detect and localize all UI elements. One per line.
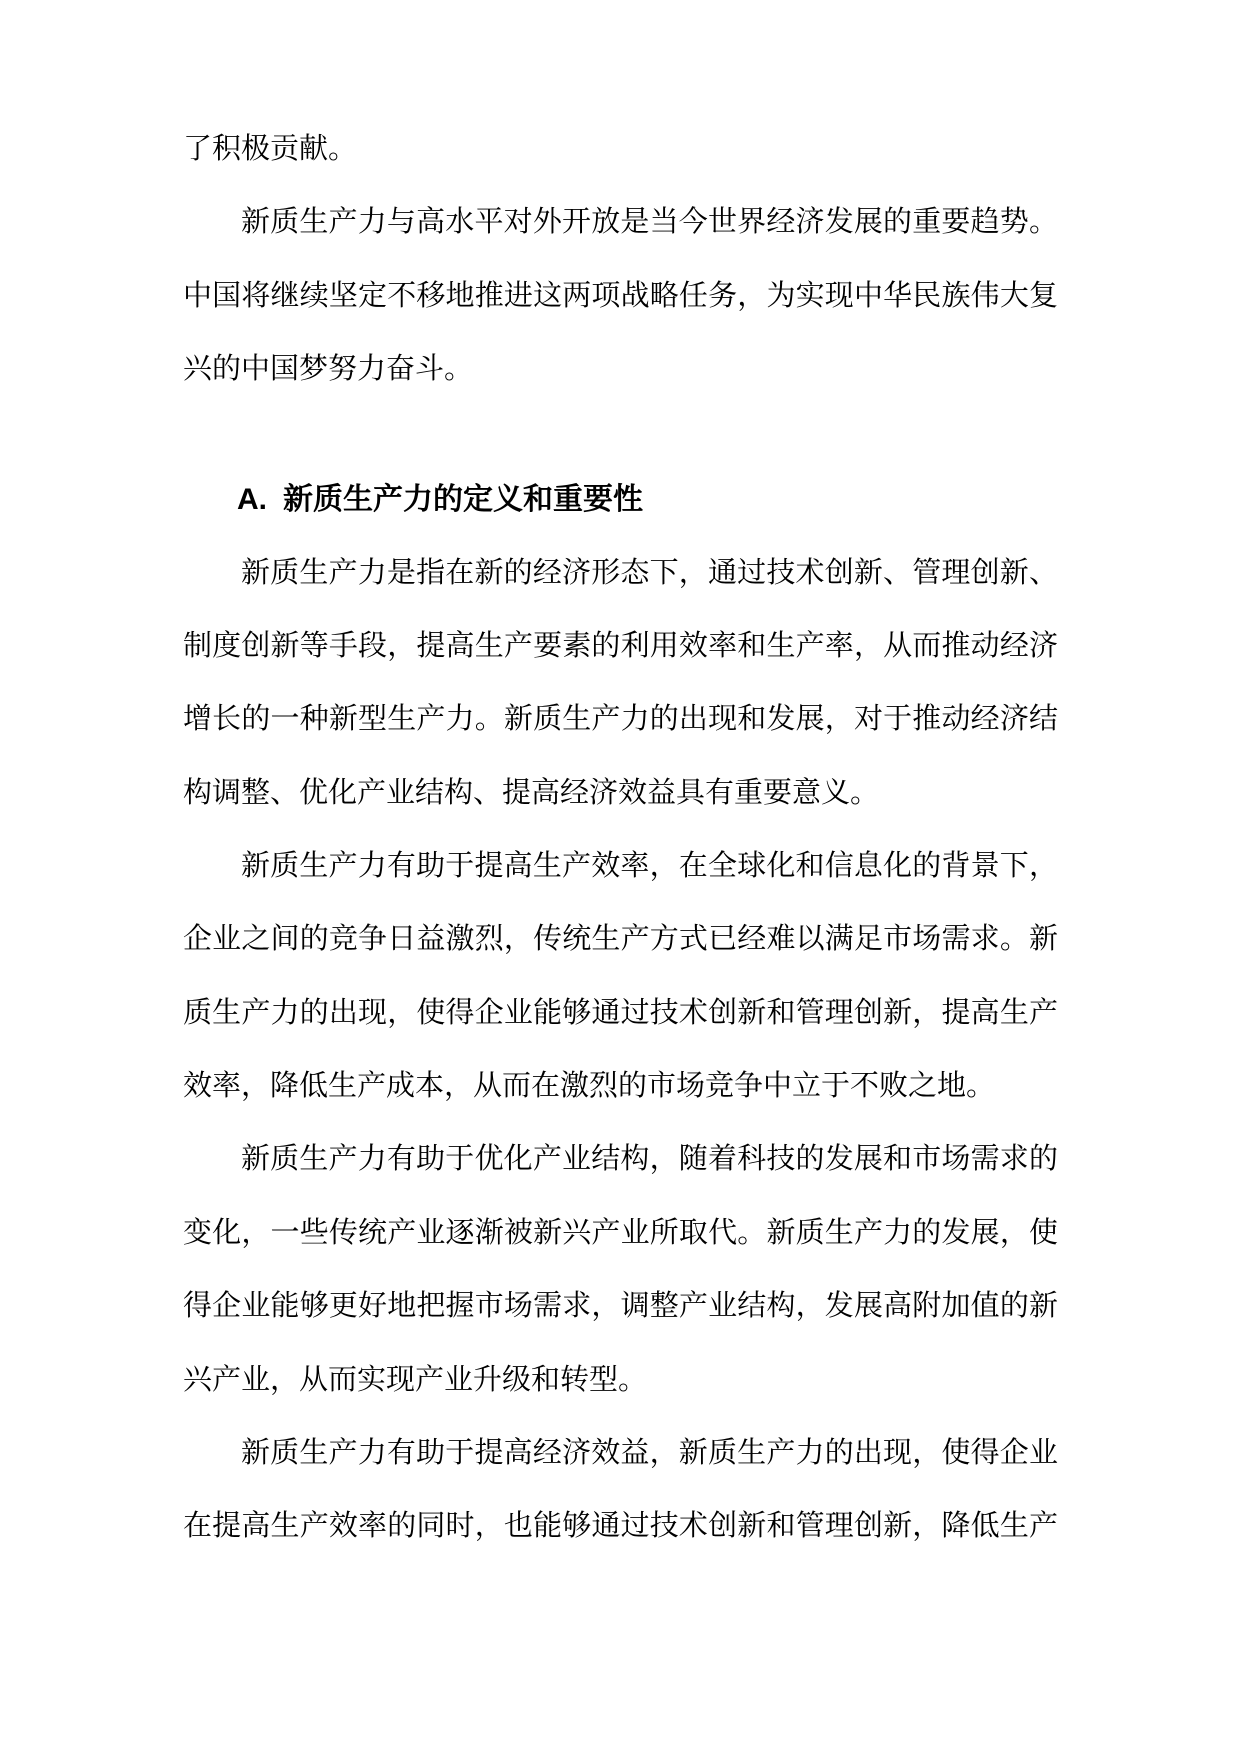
- text-line: 了积极贡献。: [183, 133, 358, 165]
- body-paragraph: [183, 537, 1058, 830]
- text-line: 效率，降低生产成本，从而在激烈的市场竞争中立于不败之地。: [183, 1070, 996, 1103]
- document-content: [183, 113, 1058, 1564]
- text-line: 新质生产力有助于优化产业结构，随着科技的发展和市场需求的: [241, 1143, 1058, 1176]
- text-line: 制度创新等手段，提高生产要素的利用效率和生产率，从而推动经济: [183, 630, 1058, 663]
- text-line: 得企业能够更好地把握市场需求，调整产业结构，发展高附加值的新: [183, 1290, 1058, 1323]
- heading-title: 新质生产力的定义和重要性: [283, 483, 643, 517]
- text-line: 新质生产力有助于提高经济效益，新质生产力的出现，使得企业: [241, 1436, 1058, 1469]
- text-line: 企业之间的竞争日益激烈，传统生产方式已经难以满足市场需求。新: [183, 923, 1058, 956]
- text-line: 变化，一些传统产业逐渐被新兴产业所取代。新质生产力的发展，使: [183, 1216, 1058, 1249]
- text-line: 兴产业，从而实现产业升级和转型。: [183, 1363, 648, 1396]
- text-line: 在提高生产效率的同时，也能够通过技术创新和管理创新，降低生产: [183, 1510, 1058, 1543]
- text-line: 构调整、优化产业结构、提高经济效益具有重要意义。: [183, 776, 880, 809]
- text-line: 新质生产力与高水平对外开放是当今世界经济发展的重要趋势。: [241, 206, 1058, 239]
- text-line: 新质生产力是指在新的经济形态下，通过技术创新、管理创新、: [241, 556, 1058, 589]
- body-paragraph: [183, 1123, 1058, 1416]
- body-paragraph: [183, 186, 1058, 406]
- body-paragraph: [183, 830, 1058, 1123]
- text-line: 中国将继续坚定不移地推进这两项战略任务，为实现中华民族伟大复: [183, 279, 1058, 312]
- text-line: 增长的一种新型生产力。新质生产力的出现和发展，对于推动经济结: [183, 703, 1058, 736]
- heading-marker: A.: [237, 483, 267, 517]
- body-paragraph: [183, 1417, 1058, 1564]
- section-heading: [183, 463, 1058, 536]
- text-line: 新质生产力有助于提高生产效率，在全球化和信息化的背景下，: [241, 850, 1058, 883]
- text-line: 质生产力的出现，使得企业能够通过技术创新和管理创新，提高生产: [183, 996, 1058, 1029]
- text-line: 兴的中国梦努力奋斗。: [183, 353, 474, 386]
- body-paragraph: [183, 113, 1058, 186]
